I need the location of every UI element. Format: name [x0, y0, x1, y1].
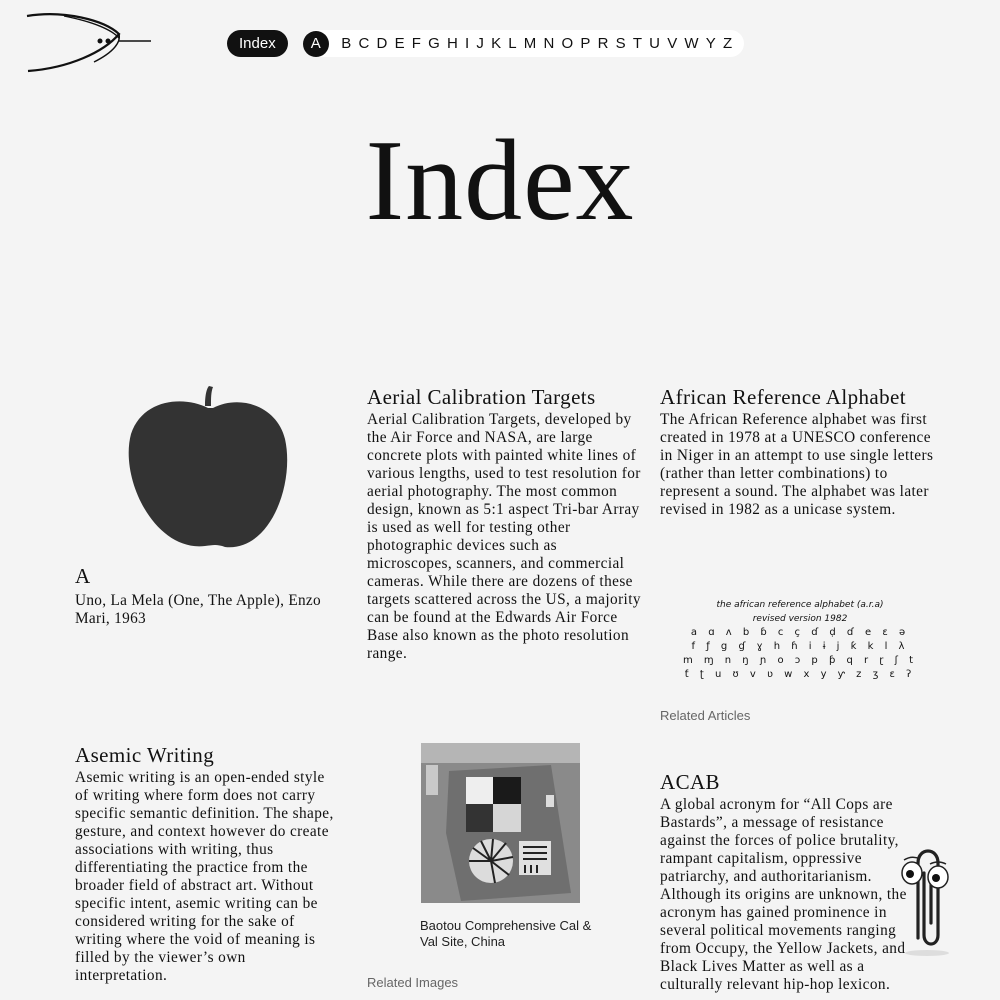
image-caption: Baotou Comprehensive Cal & Val Site, China	[420, 918, 592, 949]
figure-row: ƭ ʈ u ʊ v ʋ w x y ƴ z ʒ ɛ ʔ	[684, 669, 916, 680]
apple-icon[interactable]	[125, 384, 290, 552]
letter-n-button[interactable]: N	[543, 35, 555, 52]
letter-z-button[interactable]: Z	[722, 35, 733, 52]
related-articles-link[interactable]: Related Articles	[660, 708, 751, 723]
calibration-site-image[interactable]	[421, 743, 580, 903]
letter-g-button[interactable]: G	[428, 35, 440, 52]
african-title[interactable]: African Reference Alphabet	[660, 385, 906, 409]
letter-i-button[interactable]: I	[465, 35, 470, 52]
alphabet-letters	[338, 35, 736, 52]
letter-p-button[interactable]: P	[580, 35, 591, 52]
figure-row: a ɑ ʌ b ɓ c ç ɗ ḍ ɗ e ɛ ə	[690, 627, 910, 638]
asemic-entry	[75, 744, 337, 985]
alphabet-nav	[303, 30, 744, 57]
african-body: The African Reference alphabet was first created in 1978 at a UNESCO conference in Niger in an attempt to use single letters (rather than letter combinations) to represent a sound. The alphabet was later revised in 1982 as a unicase system.	[660, 411, 934, 518]
entry-a-heading: A	[75, 564, 91, 588]
letter-r-button[interactable]: R	[597, 35, 609, 52]
letter-h-button[interactable]: H	[446, 35, 458, 52]
paperclip-assistant-icon[interactable]	[898, 843, 956, 958]
asemic-title[interactable]: Asemic Writing	[75, 743, 215, 767]
figure-row: f ƒ g ɠ ɣ h ɦ i ɨ j ƙ k l λ	[691, 641, 909, 652]
figure-subtitle: revised version 1982	[752, 614, 848, 624]
aerial-body: Aerial Calibration Targets, developed by the Air Force and NASA, are large concrete plots with painted white lines of various lengths, used to test resolution for aerial photography. The most common design, known as 5:1 aspect Tri-bar Array is used as well for testing other photographic devices such as microscopes, scanners, and commercial cameras. While there are dozens of these targets scattered across the US, a majority can be found at the Edwards Air Force Base also known as the photo resolution range.	[367, 411, 641, 662]
african-entry	[660, 386, 940, 519]
acab-body: A global acronym for “All Cops are Bastards”, a message of resistance against the forces of police brutality, rampant capitalism, oppressive patriarchy, and authoritarianism. Although its origins are unknown, the acronym has gained prominence in several political movements ranging from Occupy, the Yellow Jackets, and Black Lives Matter as well as a culturally relevant hip-hop lexicon.	[660, 796, 907, 993]
letter-v-button[interactable]: V	[667, 35, 678, 52]
letter-w-button[interactable]: W	[684, 35, 699, 52]
letter-c-button[interactable]: C	[358, 35, 370, 52]
african-alphabet-figure[interactable]	[680, 600, 920, 680]
entry-a-caption: Uno, La Mela (One, The Apple), Enzo Mari, 1963	[75, 592, 321, 627]
letter-e-button[interactable]: E	[394, 35, 405, 52]
top-nav	[227, 30, 744, 57]
letter-u-button[interactable]: U	[649, 35, 661, 52]
letter-m-button[interactable]: M	[523, 35, 537, 52]
letter-s-button[interactable]: S	[615, 35, 626, 52]
letter-y-button[interactable]: Y	[705, 35, 716, 52]
figure-title: the african reference alphabet (a.r.a)	[716, 600, 884, 610]
letter-l-button[interactable]: L	[508, 35, 517, 52]
letter-f-button[interactable]: F	[411, 35, 421, 52]
acab-title[interactable]: ACAB	[660, 770, 720, 794]
letter-b-button[interactable]: B	[341, 35, 352, 52]
related-images-link[interactable]: Related Images	[367, 975, 459, 990]
figure-row: m ɱ n ŋ ɲ o ɔ p ƥ q r ɽ ʃ t	[682, 655, 918, 666]
asemic-body: Asemic writing is an open-ended style of writing where form does not carry specific semantic definition. The shape, gesture, and context however do create associations with writing, thus differentiating the practice from the broader field of abstract art. Without specific intent, asemic writing can be considered writing for the sake of writing where the void of meaning is filled by the viewer’s own interpretation.	[75, 769, 334, 984]
letter-j-button[interactable]: J	[476, 35, 484, 52]
letter-o-button[interactable]: O	[561, 35, 574, 52]
letter-k-button[interactable]: K	[491, 35, 502, 52]
letter-d-button[interactable]: D	[376, 35, 388, 52]
aerial-entry	[367, 386, 642, 663]
page-title: Index	[365, 117, 635, 245]
letter-t-button[interactable]: T	[632, 35, 642, 52]
bird-logo-icon[interactable]	[24, 12, 154, 76]
aerial-title[interactable]: Aerial Calibration Targets	[367, 385, 596, 409]
letter-a-button[interactable]: A	[303, 31, 329, 57]
acab-entry	[660, 771, 930, 994]
index-nav-button[interactable]: Index	[227, 30, 288, 57]
